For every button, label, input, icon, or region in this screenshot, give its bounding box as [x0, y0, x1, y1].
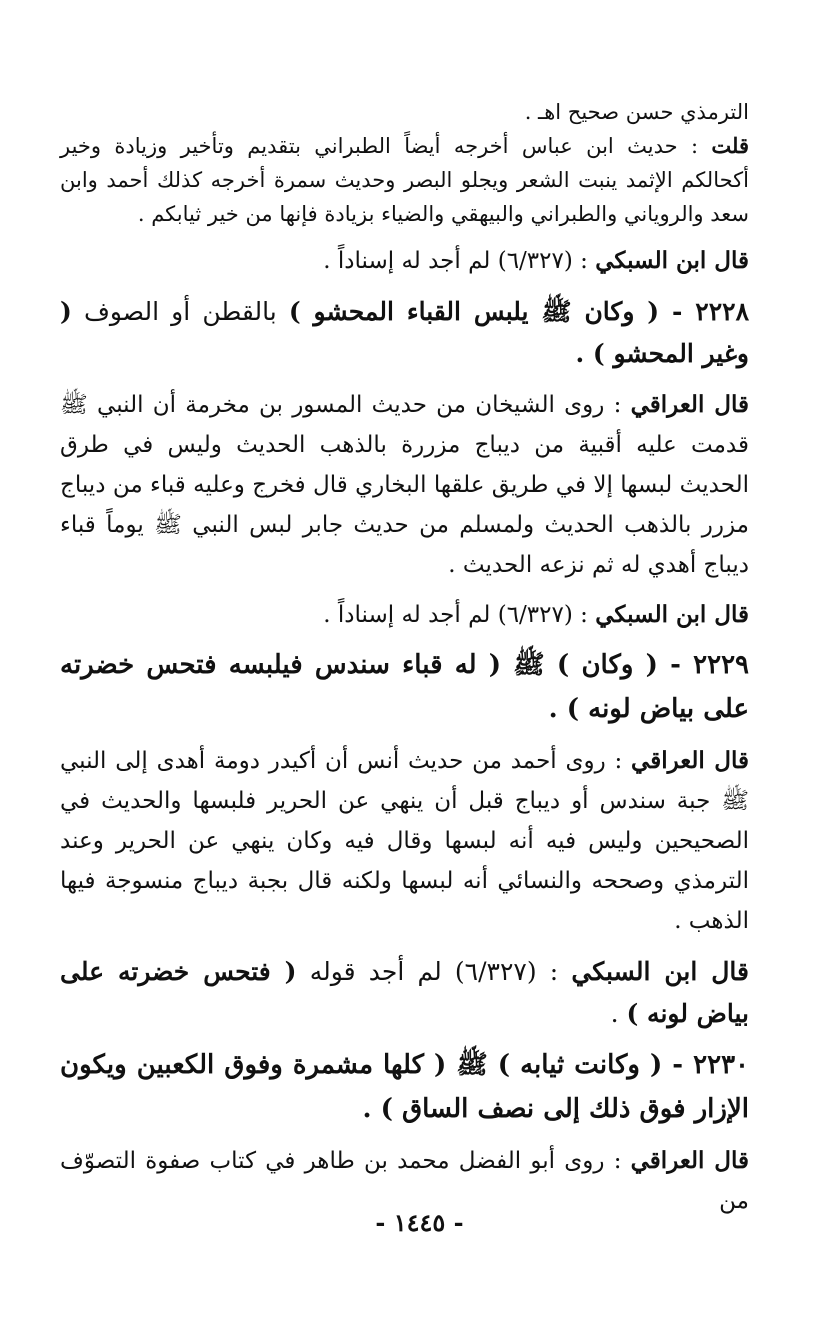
subki-text-2: : (٦/٣٢٧) لم أجد له إسناداً . [323, 602, 596, 628]
note-label: قلت [711, 133, 749, 158]
page-number: - ١٤٤٥ - [375, 1208, 464, 1237]
subki-label-1: قال ابن السبكي [595, 247, 749, 274]
iraqi-text-1: : روى الشيخان من حديث المسور بن مخرمة أن النبي ﷺ قدمت عليه أقبية من ديباج مزررة بالذهب الحديث وليس في طرق الحديث لبسها إلا في طريق علقها البخاري قال فخرج وعليه قباء من ديباج مزرر بالذهب الحديث ولمسلم من حديث جابر لبس النبي ﷺ يوماً قباء ديباج أهدي له ثم نزعه الحديث . [60, 392, 749, 578]
iraqi-label-2: قال العراقي [631, 747, 749, 774]
iraqi-text-2: : روى أحمد من حديث أنس أن أكيدر دومة أهدى إلى النبي ﷺ جبة سندس أو ديباج قبل أن ينهي عن الحرير فلبسها والحديث في الصحيحين وليس فيه أنه لبسها وقال فيه وكان ينهي عن الحرير وعند الترمذي وصححه والنسائي أنه لبسها ولكنه قال بجبة ديباج منسوجة فيها الذهب . [60, 748, 749, 934]
hadith-2228-text1: ( وكان ﷺ يلبس القباء المحشو ) [288, 297, 660, 326]
subki-tail-3: . [610, 999, 627, 1028]
subki-label-3: قال ابن السبكي [571, 957, 749, 986]
iraqi-comment-2 [60, 741, 749, 941]
subki-text-1: : (٦/٣٢٧) لم أجد له إسناداً . [323, 248, 596, 274]
hadith-2228-text3: ( وغير المحشو ) . [60, 297, 749, 368]
iraqi-text-3: : روى أبو الفضل محمد بن طاهر في كتاب صفوة التصوّف من [60, 1148, 749, 1214]
page-body [60, 95, 749, 1221]
subki-comment-3 [60, 951, 749, 1035]
iraqi-label-1: قال العراقي [630, 391, 749, 418]
subki-comment-1 [60, 241, 749, 281]
note-paragraph [60, 129, 749, 231]
hadith-2228 [60, 291, 749, 375]
hadith-2230-text: ٢٢٣٠ - ( وكانت ثيابه ) ﷺ ( كلها مشمرة وفوق الكعبين ويكون الإزار فوق ذلك إلى نصف الساق ) . [60, 1050, 749, 1124]
hadith-2228-text2: بالقطن أو الصوف [71, 297, 289, 326]
continuation-text: الترمذي حسن صحيح اهـ . [524, 100, 749, 124]
hadith-2230 [60, 1043, 749, 1131]
hadith-2228-number: ٢٢٢٨ - [659, 297, 749, 326]
continuation-line [60, 95, 749, 129]
hadith-2229-text: ٢٢٢٩ - ( وكان ) ﷺ ( له قباء سندس فيلبسه فتحس خضرته على بياض لونه ) . [60, 650, 749, 724]
subki-label-2: قال ابن السبكي [595, 601, 749, 628]
iraqi-comment-1 [60, 385, 749, 585]
hadith-2229 [60, 643, 749, 731]
iraqi-label-3: قال العراقي [630, 1147, 749, 1174]
subki-quote-3: ( فتحس خضرته على بياض لونه ) [60, 957, 749, 1028]
subki-text-3: : (٦/٣٢٧) لم أجد قوله [296, 957, 572, 986]
subki-comment-2 [60, 595, 749, 635]
note-text: : حديث ابن عباس أخرجه أيضاً الطبراني بتقديم وتأخير وزيادة وخير أكحالكم الإثمد ينبت الشعر ويجلو البصر وحديث سمرة أخرجه كذلك أحمد وابن سعد والروياني والطبراني والبيهقي والضياء بزيادة فإنها من خير ثيابكم . [60, 134, 749, 226]
